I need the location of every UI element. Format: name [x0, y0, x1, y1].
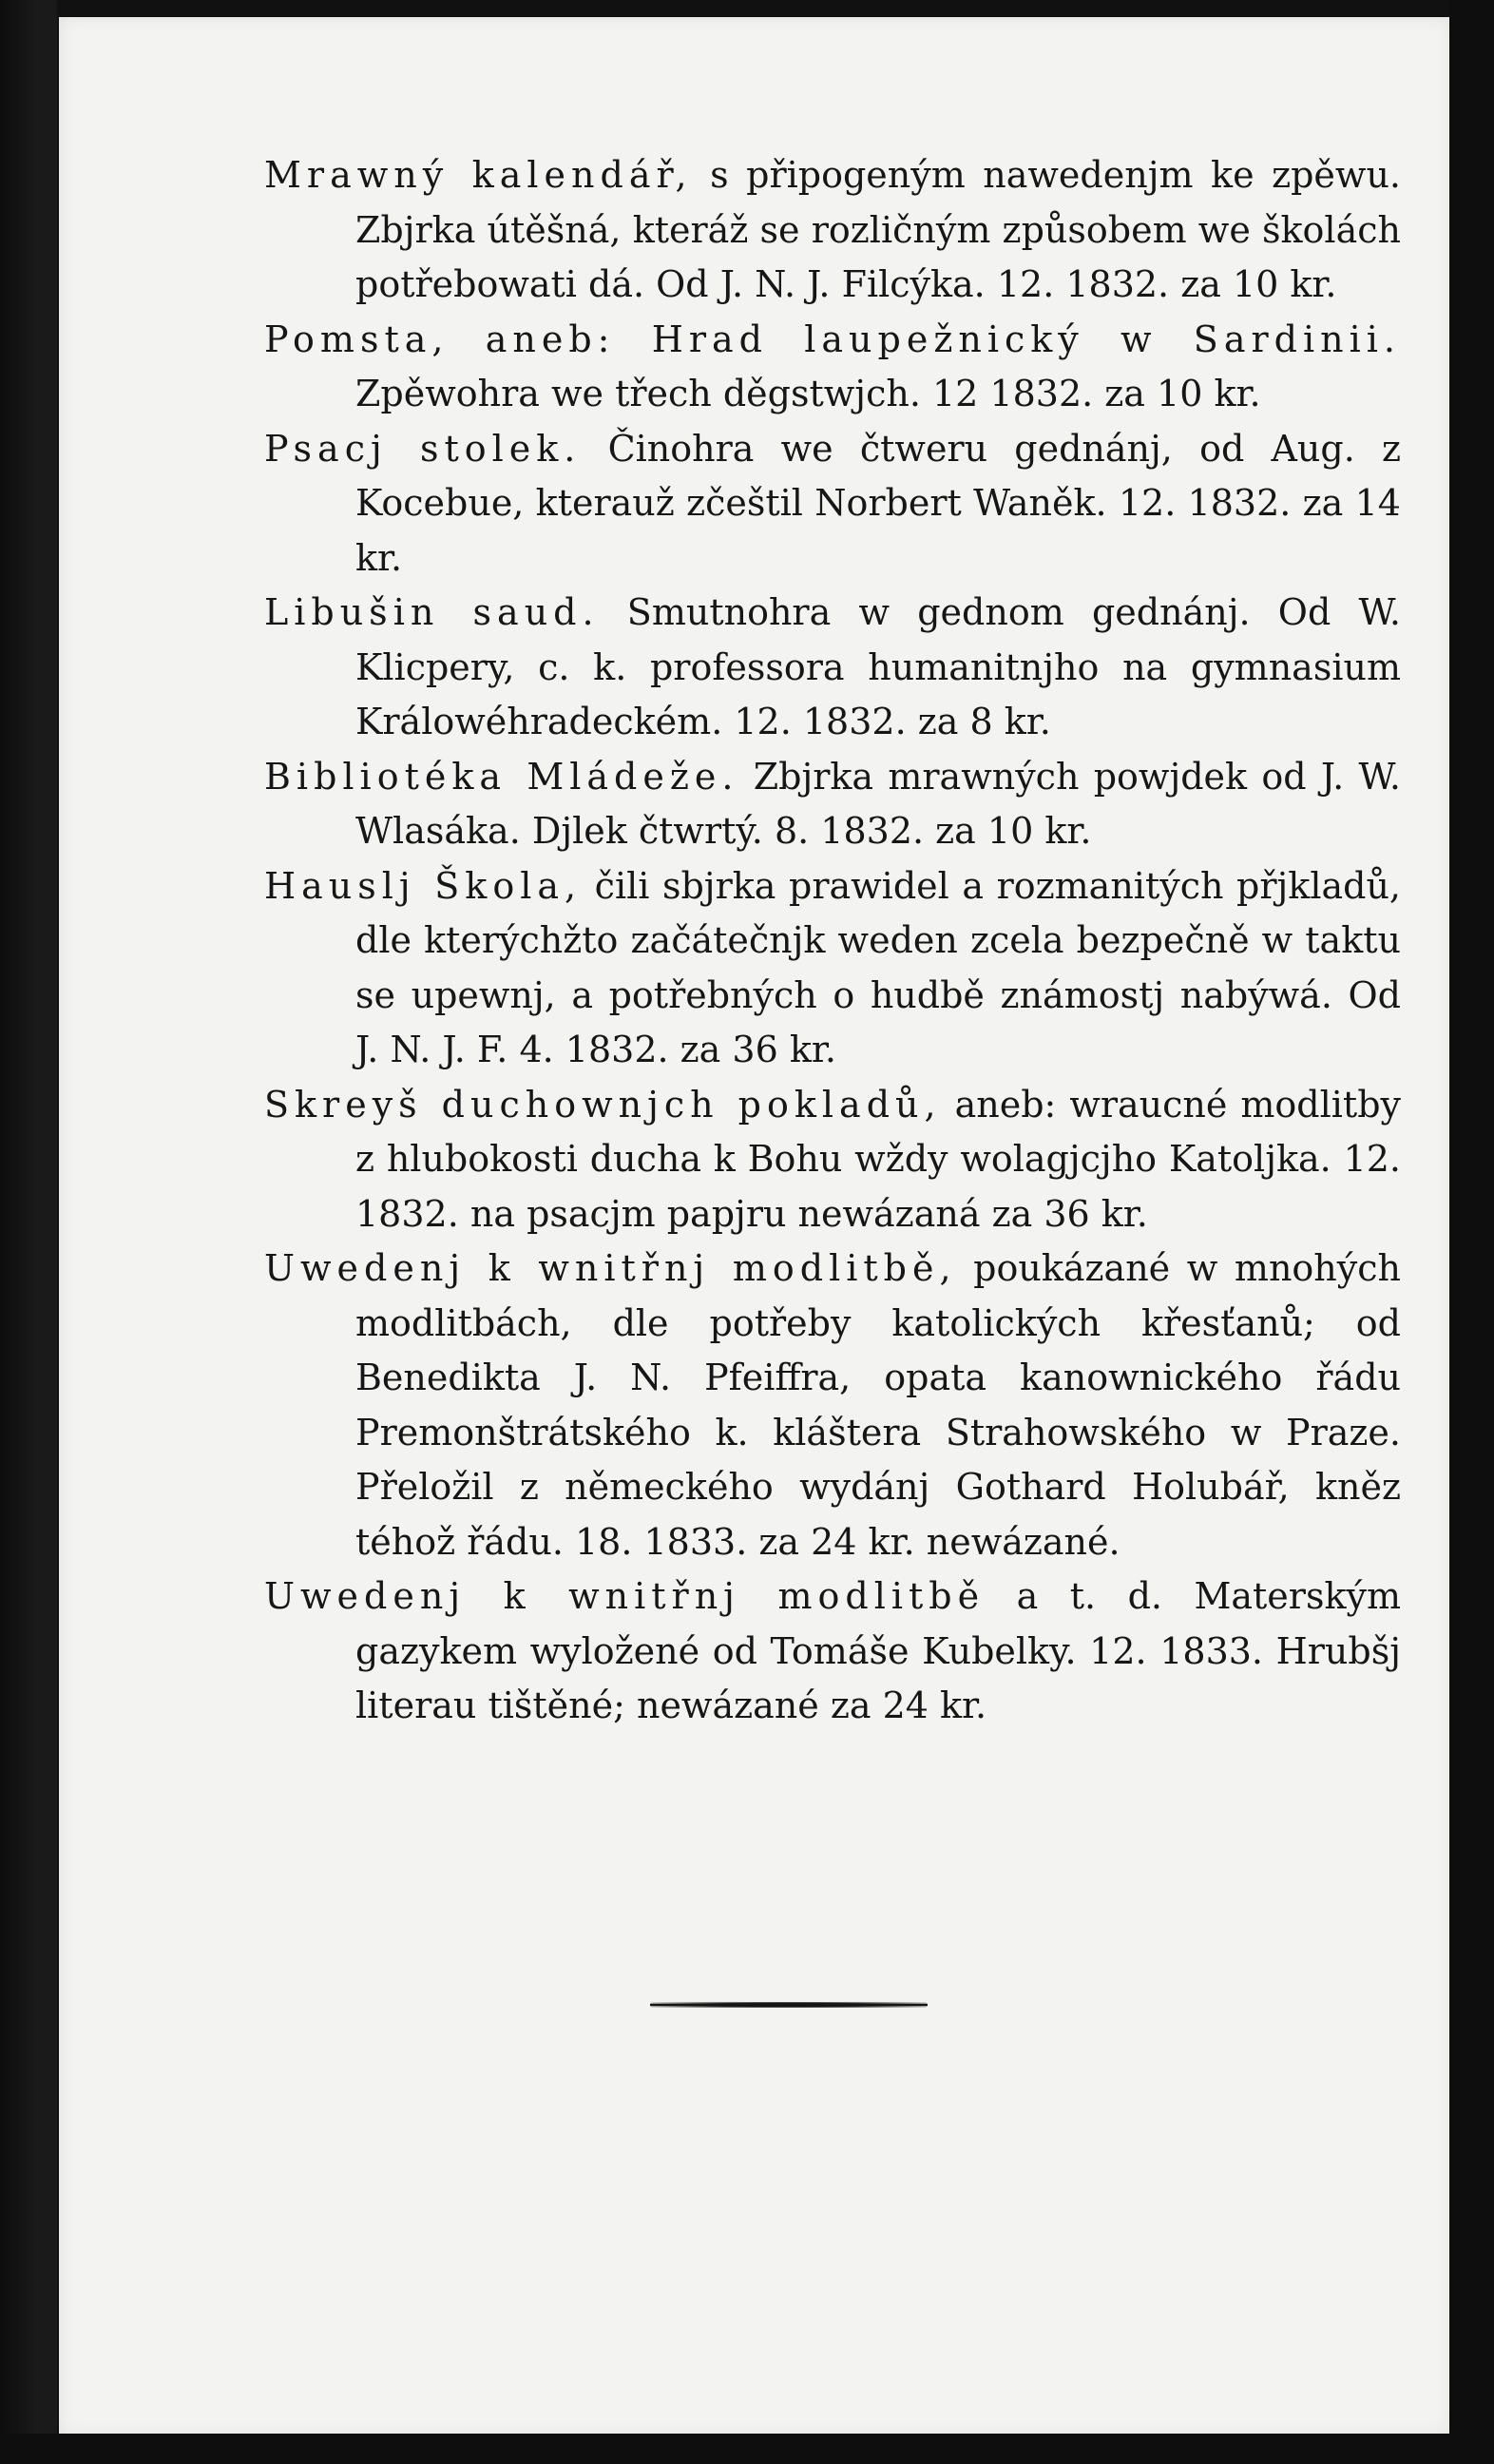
entry-text: čili sbjrka prawidel a rozmanitých přjkladů, dle kterýchžto začátečnjk weden zcela bezpečně w taktu se upewnj, a potřebných o hudbě známostj nabýwá. Od J. N. J. F. 4. 1832. za 36 kr. — [355, 864, 1402, 1070]
catalog-entry — [264, 1242, 1401, 1569]
entry-text: s připogeným nawedenjm ke zpěwu. Zbjrka útěšná, kteráž se rozličným způsobem we školách potřebowati dá. Od J. N. J. Filcýka. 12. 1832. za 10 kr. — [355, 154, 1401, 305]
entry-text: Činohra we čtweru gednánj, od Aug. z Kocebue, kterauž zčeštil Norbert Waněk. 12. 1832. za 14 kr. — [355, 427, 1402, 579]
entry-title: Hauslj Škola, — [264, 864, 583, 907]
catalog-entry — [264, 422, 1401, 587]
entry-title: Bibliotéka Mládeže. — [264, 755, 739, 798]
catalog-entry — [264, 1569, 1401, 1734]
catalog-listing — [264, 148, 1401, 1734]
entry-title: Libušin saud. — [264, 591, 600, 633]
catalog-entry — [264, 750, 1401, 859]
entry-title: Mrawný kalendář, — [264, 154, 693, 196]
catalog-entry — [264, 586, 1401, 750]
entry-text: poukázané w mnohých modlitbách, dle potřeby katolických křesťanů; od Benedikta J. N. Pfeiffra, opata kanownického řádu Premonštrátského k. kláštera Strahowského w Praze. Přeložil z německého wydánj Gothard Holubář, kněz téhož řádu. 18. 1833. za 24 kr. newázané. — [355, 1247, 1401, 1563]
catalog-entry — [264, 148, 1401, 313]
entry-title: Uwedenj k wnitřnj modlitbě, — [264, 1247, 957, 1289]
entry-text: Smutnohra w gednom gednánj. Od W. Klicpery, c. k. professora humanitnjho na gymnasium Králowéhradeckém. 12. 1832. za 8 kr. — [355, 591, 1401, 742]
catalog-entry — [264, 859, 1401, 1078]
entry-title: Pomsta, aneb: Hrad laupežnický w Sardinii. — [264, 318, 1401, 360]
entry-text: Zbjrka mrawných powjdek od J. W. Wlasáka. Djlek čtwrtý. 8. 1832. za 10 kr. — [355, 755, 1401, 852]
scan-border-bottom — [0, 2434, 1494, 2464]
entry-title: Skreyš duchownjch pokladů, — [264, 1083, 942, 1126]
scan-border-right — [1449, 0, 1494, 2464]
entry-text: a t. d. Materským gazykem wyložené od Tomáše Kubelky. 12. 1833. Hrubšj literau tištěné; newázané za 24 kr. — [355, 1575, 1401, 1726]
entry-title: Uwedenj k wnitřnj modlitbě — [264, 1575, 986, 1617]
entry-title: Psacj stolek. — [264, 427, 582, 470]
entry-text: Zpěwohra we třech děgstwjch. 12 1832. za 10 kr. — [355, 373, 1261, 414]
catalog-entry — [264, 313, 1401, 422]
entry-text: aneb: wraucné modlitby z hlubokosti ducha k Bohu wždy wolagjcjho Katoljka. 12. 1832. na psacjm papjru newázaná za 36 kr. — [355, 1083, 1401, 1235]
decorative-rule-line — [650, 2004, 928, 2006]
catalog-entry — [264, 1078, 1401, 1242]
